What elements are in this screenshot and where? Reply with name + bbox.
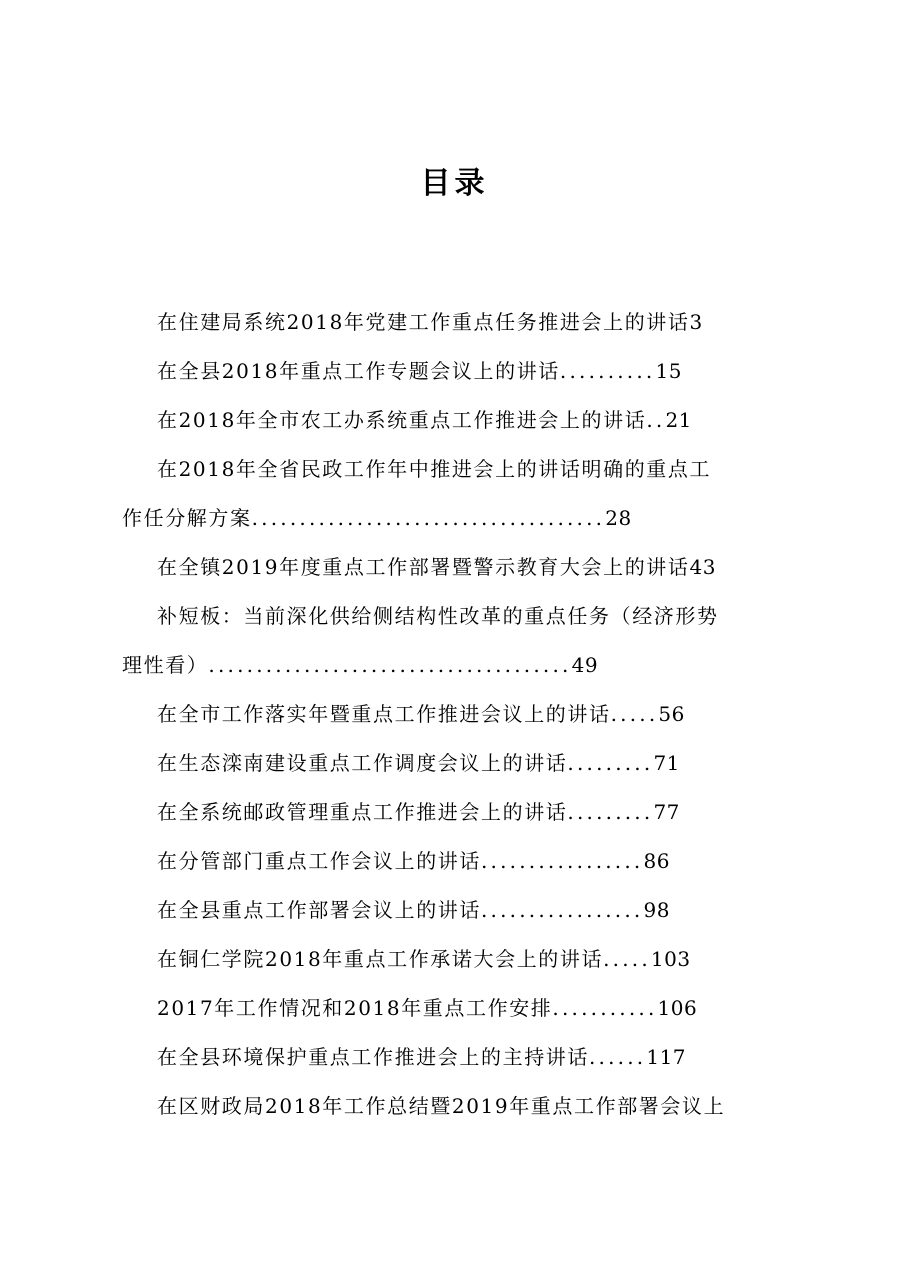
toc-entry[interactable] (0, 298, 909, 347)
toc-leader: ................. (481, 849, 644, 873)
toc-page-number: 117 (646, 1045, 687, 1069)
toc-leader: ......... (567, 751, 654, 775)
toc-entry[interactable] (0, 886, 909, 935)
toc-entry-continuation[interactable] (0, 641, 909, 690)
toc-entry-text: 补短板：当前深化供给侧结构性改革的重点任务（经济形势 (157, 604, 719, 628)
toc-entry-text: 在全县环境保护重点工作推进会上的主持讲话 (157, 1045, 589, 1069)
toc-list (0, 298, 909, 1131)
toc-entry-text: 在全镇2019年度重点工作部署暨警示教育大会上的讲话 (157, 555, 690, 579)
toc-entry[interactable] (0, 1082, 909, 1131)
toc-entry-text: 理性看） (122, 653, 209, 677)
toc-entry-text: 在全系统邮政管理重点工作推进会上的讲话 (157, 800, 568, 824)
toc-leader: ................. (481, 898, 644, 922)
toc-page-number: 15 (655, 359, 682, 383)
toc-page-number: 49 (571, 653, 599, 677)
toc-entry-continuation[interactable] (0, 494, 909, 543)
toc-entry[interactable] (0, 837, 909, 886)
toc-entry-text: 在2018年全省民政工作年中推进会上的讲话明确的重点工 (157, 457, 712, 481)
toc-entry-text: 在全县2018年重点工作专题会议上的讲话 (157, 359, 560, 383)
toc-page-number: 28 (605, 506, 632, 530)
toc-page-number: 21 (665, 408, 692, 432)
toc-page-number: 103 (650, 947, 691, 971)
toc-entry-text: 在住建局系统2018年党建工作重点任务推进会上的讲话 (157, 310, 690, 334)
toc-entry-text: 在生态滦南建设重点工作调度会议上的讲话 (157, 751, 568, 775)
toc-leader: ......... (567, 800, 654, 824)
toc-entry-text: 在2018年全市农工办系统重点工作推进会上的讲话 (157, 408, 647, 432)
toc-title: 目录 (420, 166, 489, 201)
toc-entry[interactable] (0, 690, 909, 739)
toc-page-number: 43 (689, 555, 716, 579)
toc-entry[interactable] (0, 788, 909, 837)
toc-entry[interactable] (0, 396, 909, 445)
toc-entry-text: 在分管部门重点工作会议上的讲话 (157, 849, 481, 873)
toc-entry-text: 作任分解方案 (122, 506, 252, 530)
toc-leader: ..... (603, 947, 651, 971)
toc-entry[interactable] (0, 739, 909, 788)
toc-page-number: 71 (653, 751, 680, 775)
toc-entry[interactable] (0, 347, 909, 396)
toc-leader: .......... (559, 359, 656, 383)
toc-leader: ...................................... (208, 653, 572, 677)
toc-leader: ..... (610, 702, 659, 726)
toc-page-number: 77 (653, 800, 680, 824)
toc-entry-text: 在全市工作落实年暨重点工作推进会议上的讲话 (157, 702, 611, 726)
toc-entry[interactable] (0, 445, 909, 494)
toc-entry[interactable] (0, 935, 909, 984)
toc-page-number: 106 (657, 996, 698, 1020)
toc-entry-text: 2017年工作情况和2018年重点工作安排 (157, 996, 553, 1020)
toc-entry-text: 在区财政局2018年工作总结暨2019年重点工作部署会议上 (157, 1094, 726, 1118)
toc-entry[interactable] (0, 543, 909, 592)
toc-entry[interactable] (0, 1033, 909, 1082)
toc-entry[interactable] (0, 984, 909, 1033)
toc-page-number: 56 (658, 702, 685, 726)
toc-page-number: 3 (689, 310, 703, 334)
toc-leader: ...... (589, 1045, 647, 1069)
toc-page-number: 98 (643, 898, 670, 922)
toc-leader: ..................................... (251, 506, 606, 530)
toc-leader: ........... (552, 996, 658, 1020)
toc-entry[interactable] (0, 592, 909, 641)
toc-leader: .. (646, 408, 666, 432)
toc-entry-text: 在铜仁学院2018年重点工作承诺大会上的讲话 (157, 947, 604, 971)
toc-page-number: 86 (643, 849, 670, 873)
toc-entry-text: 在全县重点工作部署会议上的讲话 (157, 898, 481, 922)
